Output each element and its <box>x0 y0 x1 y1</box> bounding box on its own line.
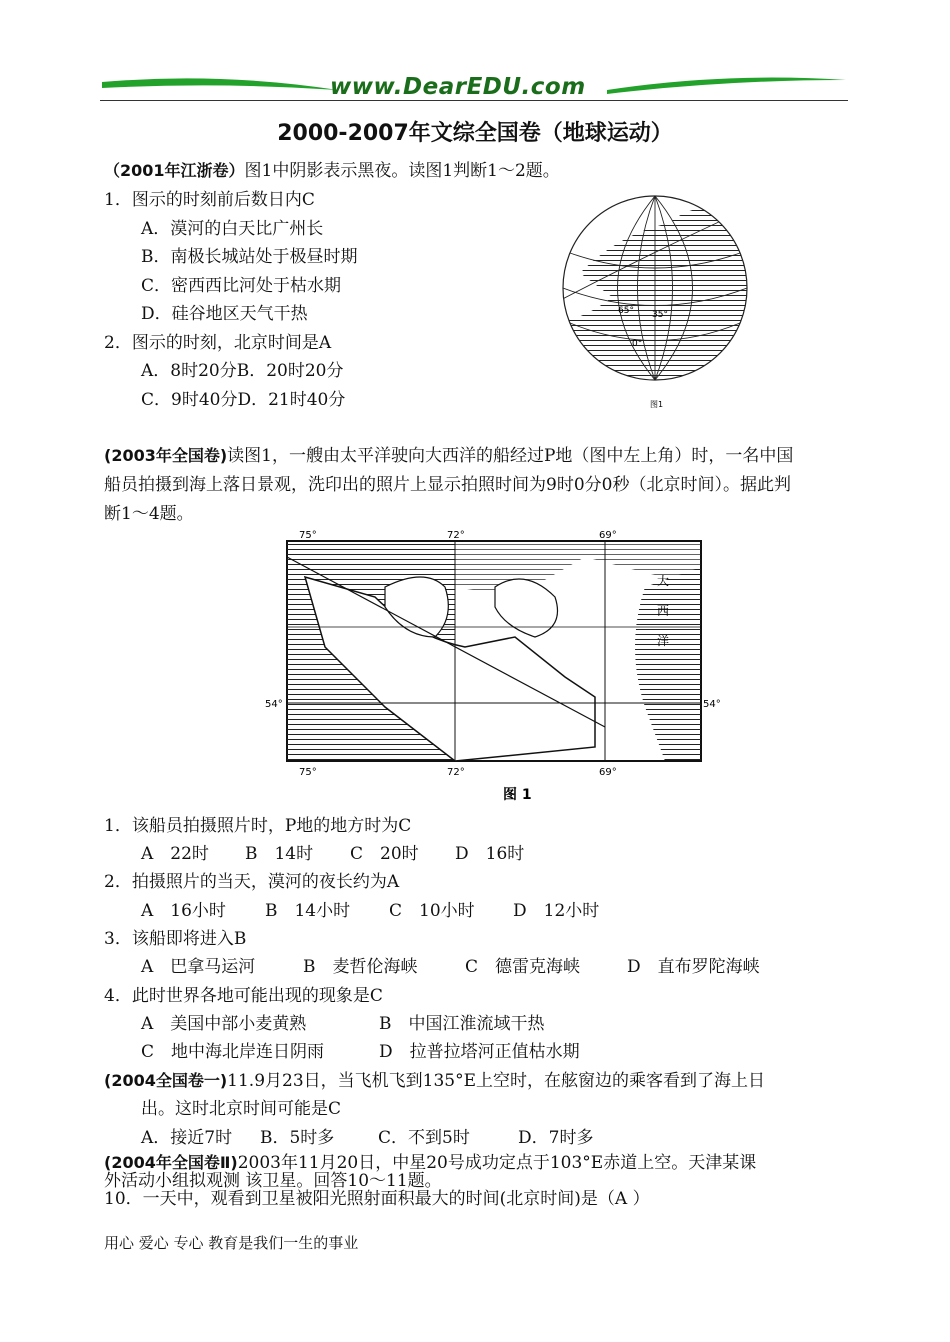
s1-q1-opt-c: C．密西西比河处于枯水期 <box>141 276 342 296</box>
s2-intro-1: 读图1，一艘由太平洋驶向大西洋的船经过P地（图中左上角）时，一名中国 <box>227 446 794 466</box>
s4-line-2: 外活动小组拟观测 该卫星。回答10～11题。 <box>104 1171 442 1191</box>
s2-q3: 3．该船即将进入B <box>104 929 247 949</box>
map-ocean-2: 西 <box>657 604 670 618</box>
map-right-54: 54° <box>703 699 721 710</box>
header-rule <box>100 100 848 101</box>
header-banner <box>100 70 848 104</box>
page-title: 2000-2007年文综全国卷（地球运动） <box>277 121 673 146</box>
globe-label-65: 65° <box>618 306 634 316</box>
s2-q4-opt-c: C 地中海北岸连日阴雨 <box>141 1042 325 1062</box>
s1-q2-opt-cd: C．9时40分D．21时40分 <box>141 390 346 410</box>
s2-q4-opt-d: D 拉普拉塔河正值枯水期 <box>379 1042 580 1062</box>
s2-q2-opt-c: C 10小时 <box>389 901 475 921</box>
s2-q2-opt-a: A 16小时 <box>141 901 226 921</box>
s2-q4-opt-a: A 美国中部小麦黄熟 <box>141 1014 307 1034</box>
map-figure <box>265 527 725 807</box>
s2-q4: 4．此时世界各地可能出现的现象是C <box>104 986 383 1006</box>
s2-intro-line-1 <box>104 445 793 467</box>
s2-q3-options <box>141 956 760 978</box>
s2-q1-opt-c: C 20时 <box>350 844 419 864</box>
s1-source: （2001年江浙卷） <box>104 161 245 180</box>
s3-line-1 <box>104 1070 765 1092</box>
s1-q1-opt-d: D．硅谷地区天气干热 <box>141 304 308 324</box>
map-top-72: 72° <box>447 530 465 541</box>
globe-caption: 图1 <box>650 400 664 409</box>
s2-q4-opt-b: B 中国江淮流域干热 <box>379 1014 545 1034</box>
s1-q1: 1．图示的时刻前后数日内C <box>104 190 315 210</box>
s3-opt-a: A．接近7时 <box>141 1128 233 1148</box>
s2-source: (2003年全国卷) <box>104 446 228 465</box>
s1-q2: 2．图示的时刻，北京时间是A <box>104 333 332 353</box>
s3-text-1: 11.9月23日，当飞机飞到135°E上空时，在舷窗边的乘客看到了海上日 <box>227 1071 766 1091</box>
s2-q2-opt-b: B 14小时 <box>265 901 351 921</box>
s1-heading <box>104 160 560 182</box>
s3-opt-d: D．7时多 <box>518 1128 594 1148</box>
s1-q1-opt-a: A．漠河的白天比广州长 <box>141 219 324 239</box>
globe-figure <box>560 193 755 413</box>
s1-q1-opt-b: B．南极长城站处于极昼时期 <box>141 247 358 267</box>
s3-line-2: 出。这时北京时间可能是C <box>141 1099 342 1119</box>
s2-q2: 2．拍摄照片的当天，漠河的夜长约为A <box>104 872 400 892</box>
s3-opt-c: C．不到5时 <box>378 1128 470 1148</box>
s3-options <box>141 1127 593 1149</box>
map-bottom-72: 72° <box>447 767 465 778</box>
s2-intro-line-2: 船员拍摄到海上落日景观，洗印出的照片上显示拍照时间为9时0分0秒（北京时间）。据此判 <box>104 475 791 495</box>
s2-q1: 1．该船员拍摄照片时，P地的地方时为C <box>104 816 412 836</box>
s4-source: (2004年全国卷Ⅱ) <box>104 1153 238 1172</box>
globe-label-35: 35° <box>652 310 668 320</box>
page-footer: 用心 爱心 专心 教育是我们一生的事业 <box>104 1234 359 1252</box>
map-ocean-3: 洋 <box>657 634 670 648</box>
map-top-75: 75° <box>299 530 317 541</box>
map-bottom-69: 69° <box>599 767 617 778</box>
s3-opt-b: B．5时多 <box>260 1128 335 1148</box>
s2-q2-opt-d: D 12小时 <box>513 901 600 921</box>
s2-q1-opt-a: A 22时 <box>141 844 209 864</box>
s2-q3-opt-a: A 巴拿马运河 <box>141 957 256 977</box>
s2-q4-options-row2 <box>141 1041 580 1063</box>
map-ocean-1: 大 <box>657 574 670 588</box>
s4-text-1: 2003年11月20日，中星20号成功定点于103°E赤道上空。天津某课 <box>237 1153 757 1173</box>
s2-intro-line-3: 断1～4题。 <box>104 504 194 524</box>
s4-q10: 10．一天中，观看到卫星被阳光照射面积最大的时间(北京时间)是（A ） <box>104 1189 650 1209</box>
map-caption: 图 1 <box>503 787 532 803</box>
green-swoosh-right-icon <box>605 70 848 104</box>
s2-q3-opt-b: B 麦哲伦海峡 <box>303 957 418 977</box>
s1-q2-opt-ab: A．8时20分B．20时20分 <box>141 361 344 381</box>
map-bottom-75: 75° <box>299 767 317 778</box>
s2-q2-options <box>141 900 599 922</box>
s3-source: (2004全国卷一) <box>104 1071 228 1090</box>
s2-q3-opt-c: C 德雷克海峡 <box>465 957 581 977</box>
s2-q1-options <box>141 843 524 865</box>
map-left-54: 54° <box>265 699 283 710</box>
map-top-69: 69° <box>599 530 617 541</box>
s2-q4-options-row1 <box>141 1013 545 1035</box>
s2-q1-opt-b: B 14时 <box>245 844 314 864</box>
site-logo: www.DearEDU.com <box>330 74 586 100</box>
s2-q3-opt-d: D 直布罗陀海峡 <box>627 957 760 977</box>
globe-label-0: 0° <box>632 339 643 349</box>
green-swoosh-left-icon <box>100 70 340 104</box>
s1-intro: 图1中阴影表示黑夜。读图1判断1～2题。 <box>244 161 560 181</box>
s2-q1-opt-d: D 16时 <box>455 844 525 864</box>
